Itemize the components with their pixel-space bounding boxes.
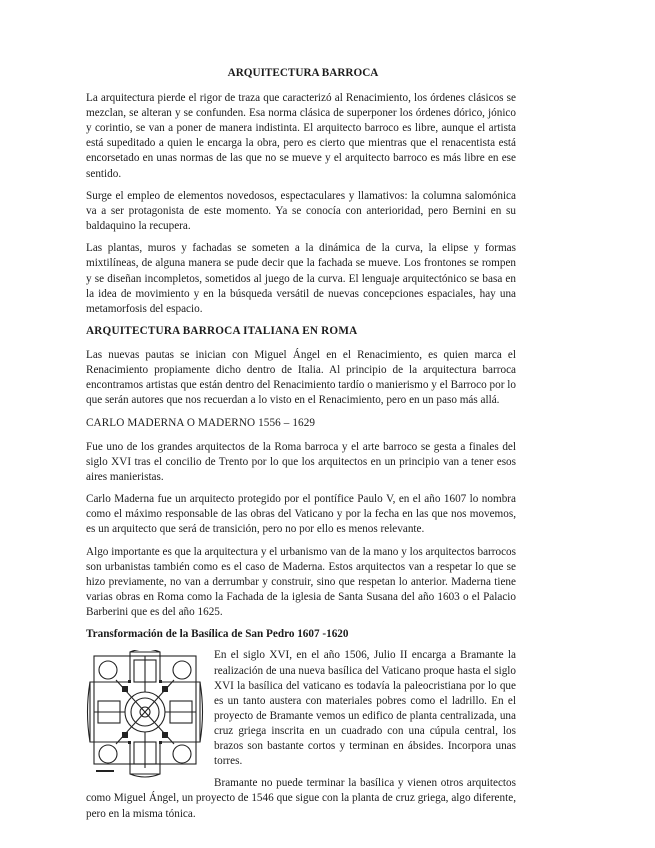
intro-paragraph-2: Surge el empleo de elementos novedosos, espectaculares y llamativos: la columna salomónica va a ser protagonista de este momento. Ya se conocía con anterioridad, pero Bernini en su baldaquino la recupera. bbox=[86, 189, 516, 233]
intro-paragraph-3: Las plantas, muros y fachadas se someten a la dinámica de la curva, la elipse y formas mixtilíneas, de alguna manera se pude decir que la fachada se mueve. Los frontones se rompen y se diseñan incompletos, sometidos al juego de la curva. El lenguaje arquitectónico se basa en la idea de movimiento y en la búsqueda versátil de nuevas concepciones espaciales, hay una metamorfosis del espacio. bbox=[86, 242, 516, 315]
intro-paragraph-1: La arquitectura pierde el rigor de traza que caracterizó al Renacimiento, los órdenes clásicos se mezclan, se alteran y se confunden. Esa norma clásica de superponer los órdenes dórico, jónico y corintio, se van a poner de manera indistinta. El arquitecto barroco es libre, aunque el artista está supeditado a quien le encarga la obra, pero es cierto que mientras que el renacentista está encorsetado en unas normas de las que no se mueve y el arquitecto barroco es más libre en ese sentido. bbox=[86, 92, 516, 180]
basilica-paragraph-2: Bramante no puede terminar la basílica y vienen otros arquitectos como Miguel Ángel, un proyecto de 1546 que sigue con la planta de cruz griega, algo diferente, pero en la misma tónica. bbox=[86, 777, 516, 820]
basilica-paragraph-1: En el siglo XVI, en el año 1506, Julio II encarga a Bramante la realización de una nueva basílica del Vaticano proque hasta el siglo XVI la basílica del vaticano es todavía la paleocristiana por lo que es un tanto austera con materiales pobres como el ladrillo. En el proyecto de Bramante vemos un edifico de planta centralizada, una cruz griega inscrita en un cuadrado con una cúpula central, los brazos son bastante cortos y terminan en ábsides. Incorpora unas torres. bbox=[214, 649, 516, 768]
floor-plan-cross-icon bbox=[86, 650, 204, 778]
maderna-paragraph-3: Algo importante es que la arquitectura y el urbanismo van de la mano y los arquitectos barrocos son urbanistas también como es el caso de Maderna. Estos arquitectos van a respetar lo que se hizo previamente, no van a derrumbar y construir, sino que respetan lo anterior. Maderna tiene varias obras en Roma como la Fachada de la iglesia de Santa Susana del año 1603 o el Palacio Barberini que es del año 1625. bbox=[86, 545, 516, 619]
maderna-paragraph-1: Fue uno de los grandes arquitectos de la Roma barroca y el arte barroco se gesta a finales del siglo XVI tras el concilio de Trento por lo que los arquitectos en un principio van a tener esos aires manieristas. bbox=[86, 440, 516, 483]
document-page bbox=[86, 66, 516, 829]
section-heading-maderna: CARLO MADERNA O MADERNO 1556 – 1629 bbox=[86, 416, 316, 429]
section-heading-roma: ARQUITECTURA BARROCA ITALIANA EN ROMA bbox=[86, 324, 358, 337]
maderna-paragraph-2: Carlo Maderna fue un arquitecto protegido por el pontífice Paulo V, en el año 1607 lo nombra como el máximo responsable de las obras del Vaticano y por la fecha en las que nos movemos, es un arquitecto que será de transición, pero no por ello es menos relevante. bbox=[86, 493, 516, 536]
section-heading-basilica: Transformación de la Basílica de San Pedro 1607 -1620 bbox=[86, 628, 349, 641]
roma-paragraph: Las nuevas pautas se inician con Miguel Ángel en el Renacimiento, es quien marca el Renacimiento propiamente dicho dentro de Italia. Al principio de la arquitectura barroca encontramos artistas que están dentro del Renacimiento tardío o manierismo y el Barroco por lo que serán autores que nos recuerdan a lo visto en el Renacimiento, pero en un paso más allá. bbox=[86, 349, 516, 407]
page-title: ARQUITECTURA BARROCA bbox=[227, 67, 379, 79]
